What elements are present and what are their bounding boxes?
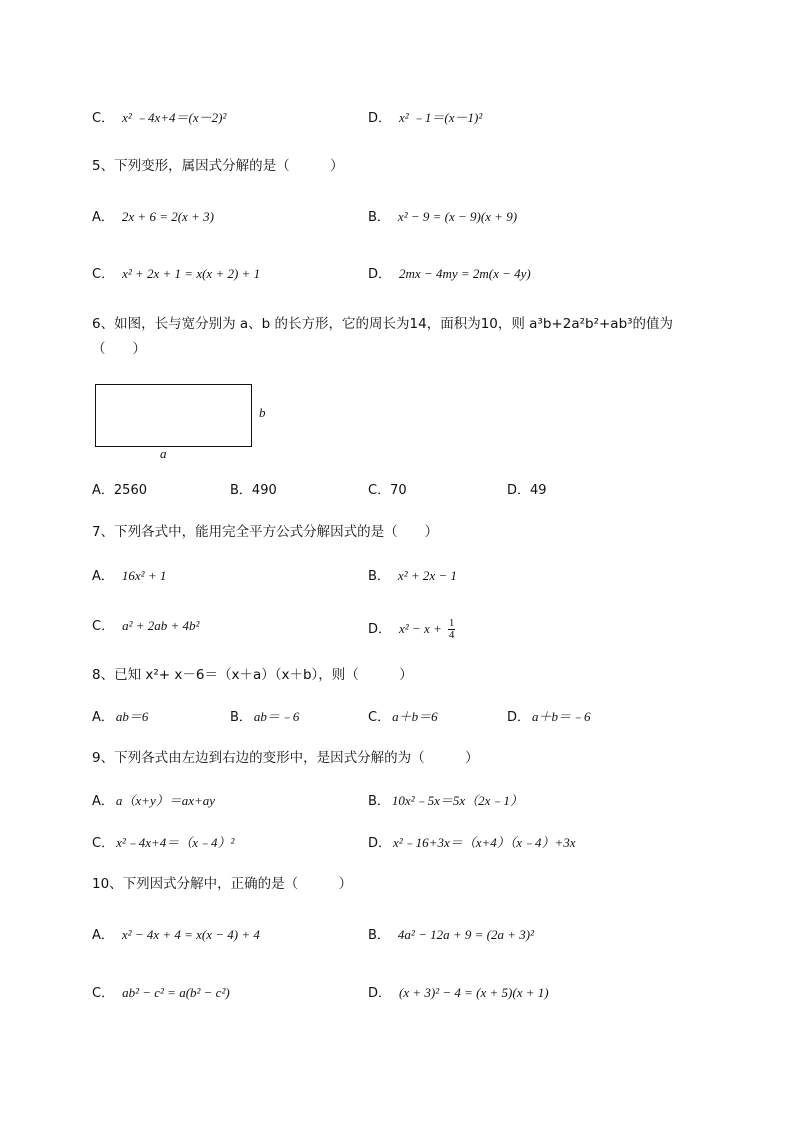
q6-option-d[interactable]: D．49	[507, 483, 547, 498]
rectangle-figure	[95, 384, 252, 447]
q8-option-a[interactable]: A． ab＝6	[92, 709, 149, 725]
q9-option-c[interactable]: C． x²﹣4x+4＝（x﹣4）²	[92, 835, 235, 851]
q10-stem: 10、下列因式分解中，正确的是（ ）	[92, 876, 353, 892]
q10-option-a[interactable]: A． x² − 4x + 4 = x(x − 4) + 4	[92, 927, 260, 943]
q6-option-a[interactable]: A．2560	[92, 483, 147, 498]
q9-option-d[interactable]: D． x²﹣16+3x＝（x+4）（x﹣4）+3x	[368, 835, 576, 851]
q6-stem-line1: 6、如图，长与宽分别为 a、b 的长方形，它的周长为14，面积为10，则 a³b+2a²b²+ab³的值为	[92, 316, 674, 332]
q8-option-b[interactable]: B． ab＝﹣6	[230, 709, 300, 725]
q8-option-c[interactable]: C． a＋b＝6	[368, 709, 438, 725]
q4-option-d[interactable]: D． x² ﹣1＝(x－1)²	[368, 110, 483, 126]
q8-option-d[interactable]: D． a＋b＝﹣6	[507, 709, 591, 725]
fraction-denominator: 4	[448, 629, 455, 641]
fraction	[448, 618, 456, 641]
q7-option-b[interactable]: B． x² + 2x − 1	[368, 568, 457, 584]
q7-option-a[interactable]: A． 16x² + 1	[92, 568, 167, 584]
q9-option-a[interactable]: A． a（x+y）＝ax+ay	[92, 793, 216, 809]
q10-option-b[interactable]: B． 4a² − 12a + 9 = (2a + 3)²	[368, 927, 534, 943]
q6-option-b[interactable]: B．490	[230, 483, 277, 498]
q10-option-c[interactable]: C． ab² − c² = a(b² − c²)	[92, 985, 230, 1001]
q9-option-b[interactable]: B． 10x²﹣5x＝5x（2x﹣1）	[368, 793, 523, 809]
q4-option-c[interactable]: C． x² ﹣4x+4＝(x－2)²	[92, 110, 227, 126]
q5-option-a[interactable]: A． 2x + 6 = 2(x + 3)	[92, 209, 214, 225]
figure-length-label: a	[160, 446, 167, 461]
q8-stem: 8、已知 x²+ x－6＝（x＋a）（x＋b），则（ ）	[92, 667, 413, 683]
fraction-numerator: 1	[448, 617, 455, 629]
figure-width-label: b	[259, 405, 266, 420]
q5-option-d[interactable]: D． 2mx − 4my = 2m(x − 4y)	[368, 266, 531, 282]
q5-stem: 5、下列变形，属因式分解的是（ ）	[92, 158, 344, 174]
q6-option-c[interactable]: C．70	[368, 483, 407, 498]
q10-option-d[interactable]: D． (x + 3)² − 4 = (x + 5)(x + 1)	[368, 985, 549, 1001]
q5-option-c[interactable]: C． x² + 2x + 1 = x(x + 2) + 1	[92, 266, 261, 282]
q9-stem: 9、下列各式由左边到右边的变形中，是因式分解的为（ ）	[92, 750, 479, 766]
q7-stem: 7、下列各式中，能用完全平方公式分解因式的是（ ）	[92, 524, 439, 540]
q6-stem-line2: （ ）	[92, 341, 146, 357]
q7-option-c[interactable]: C． a² + 2ab + 4b²	[92, 618, 200, 634]
q5-option-b[interactable]: B． x² − 9 = (x − 9)(x + 9)	[368, 209, 518, 225]
q7-option-d[interactable]: D． x² − x + $\frac{1}{4}$	[368, 617, 455, 641]
